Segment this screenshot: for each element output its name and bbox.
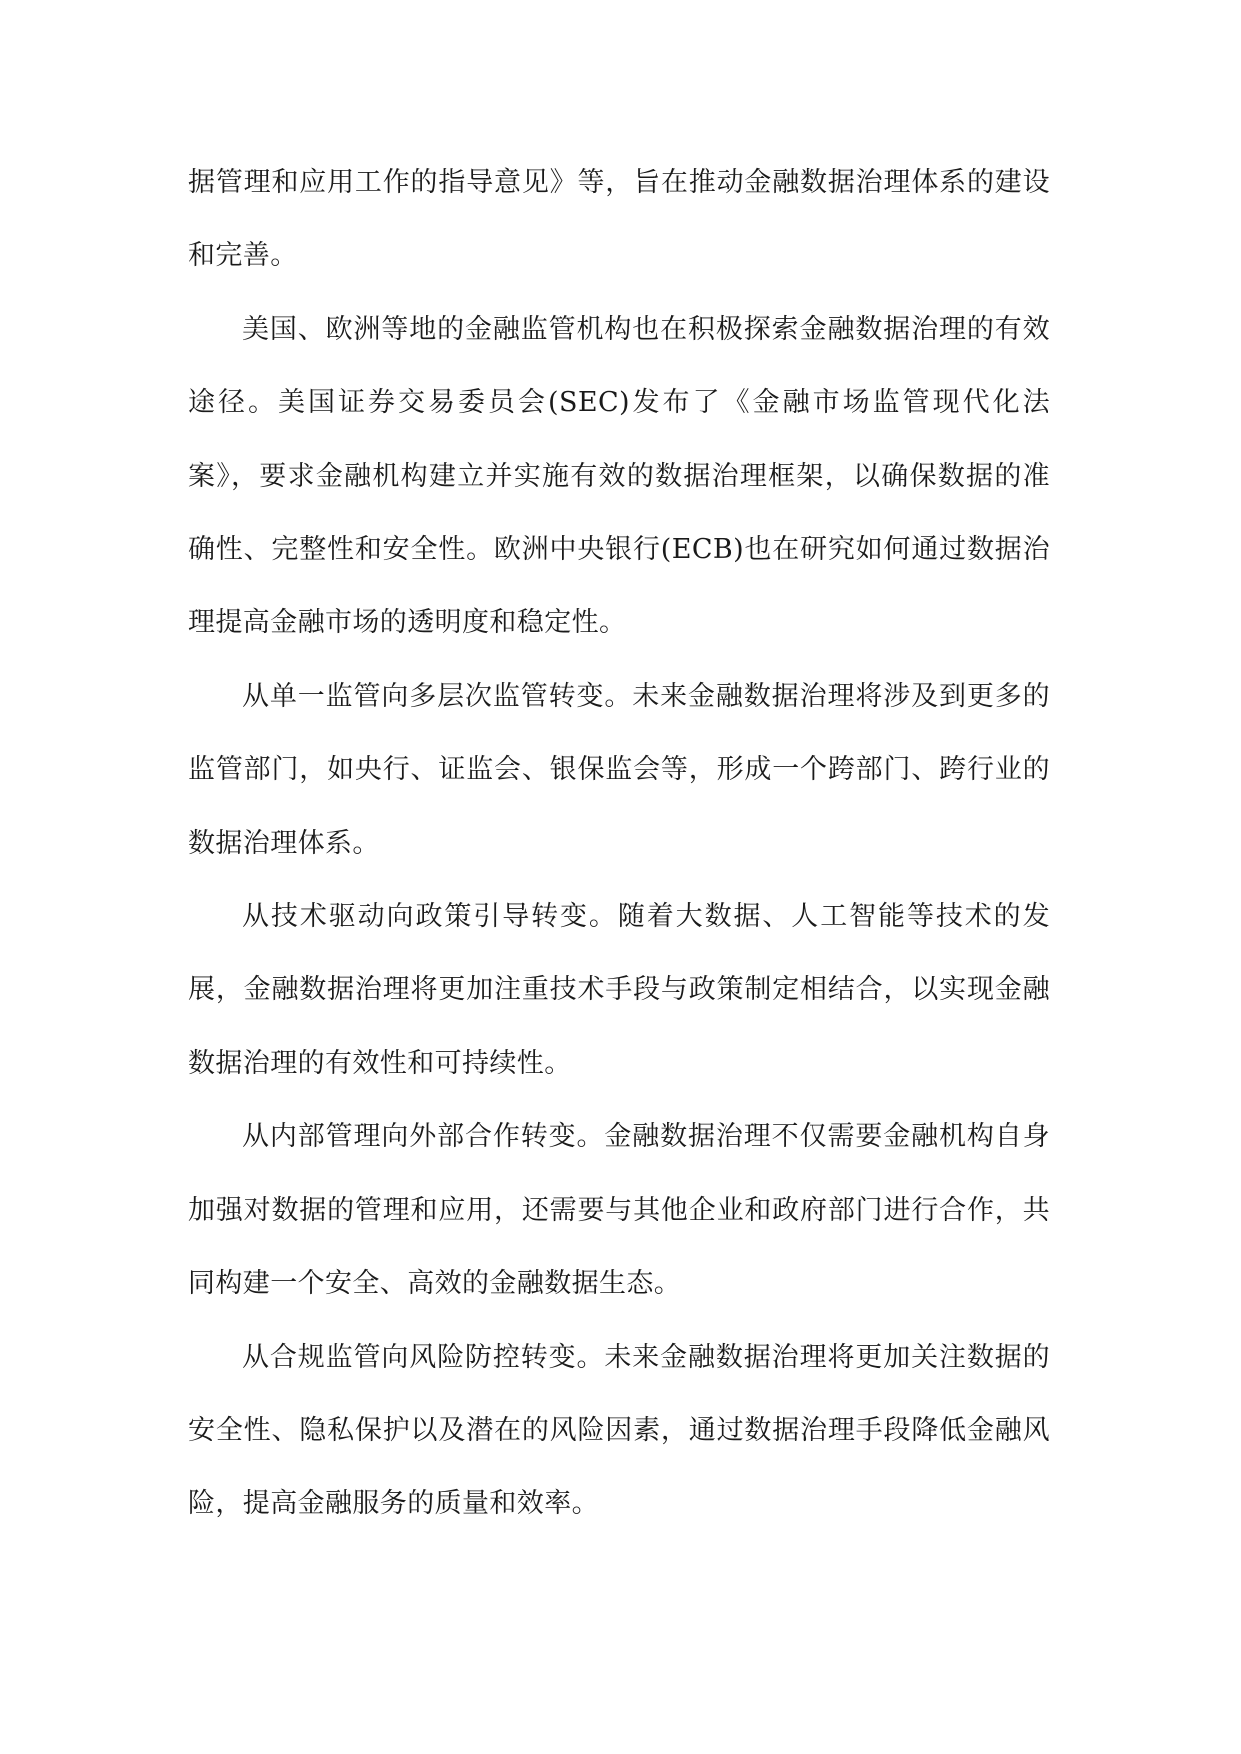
body-text <box>188 146 1050 1541</box>
paragraph-3: 从单一监管向多层次监管转变。未来金融数据治理将涉及到更多的监管部门，如央行、证监会、银保监会等，形成一个跨部门、跨行业的数据治理体系。 <box>188 680 1050 859</box>
paragraph-2: 美国、欧洲等地的金融监管机构也在积极探索金融数据治理的有效途径。美国证券交易委员会(SEC)发布了《金融市场监管现代化法案》，要求金融机构建立并实施有效的数据治理框架，以确保数据的准确性、完整性和安全性。欧洲中央银行(ECB)也在研究如何通过数据治理提高金融市场的透明度和稳定性。 <box>188 313 1050 639</box>
paragraph-5: 从内部管理向外部合作转变。金融数据治理不仅需要金融机构自身加强对数据的管理和应用，还需要与其他企业和政府部门进行合作，共同构建一个安全、高效的金融数据生态。 <box>188 1121 1050 1300</box>
paragraph-4: 从技术驱动向政策引导转变。随着大数据、人工智能等技术的发展，金融数据治理将更加注重技术手段与政策制定相结合，以实现金融数据治理的有效性和可持续性。 <box>188 901 1050 1079</box>
paragraph-6: 从合规监管向风险防控转变。未来金融数据治理将更加关注数据的安全性、隐私保护以及潜在的风险因素，通过数据治理手段降低金融风险，提高金融服务的质量和效率。 <box>188 1341 1050 1520</box>
paragraph-1: 据管理和应用工作的指导意见》等，旨在推动金融数据治理体系的建设和完善。 <box>188 167 1050 272</box>
